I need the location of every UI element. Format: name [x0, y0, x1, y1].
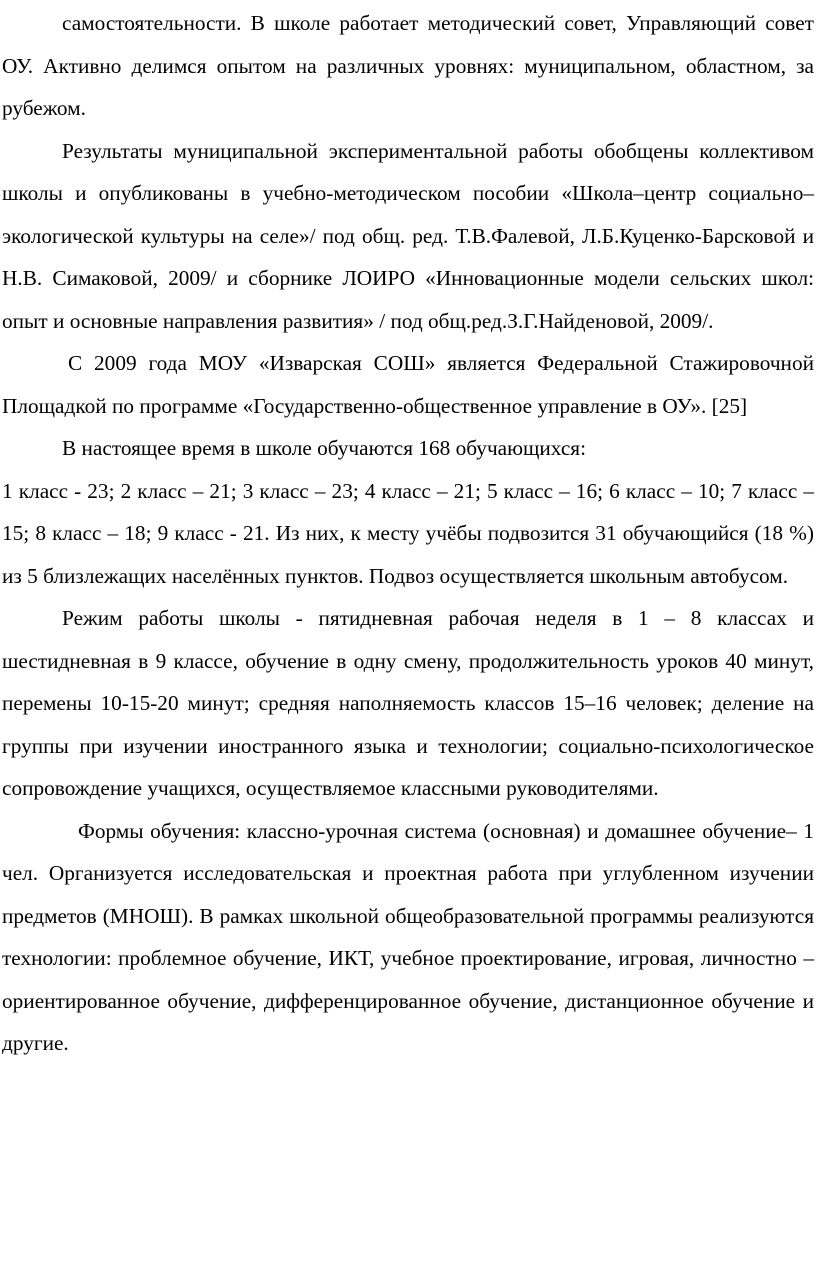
- paragraph-publications: [2, 130, 814, 343]
- paragraph-4-text: В настоящее время в школе обучаются 168 обучающихся:: [62, 436, 587, 460]
- paragraph-1-text: самостоятельности. В школе работает методический совет, Управляющий совет ОУ. Активно делимся опытом на различных уровнях: муниципальном, областном, за рубежом.: [2, 11, 814, 120]
- paragraph-learning-forms: [2, 810, 814, 1065]
- paragraph-6-text: Режим работы школы - пятидневная рабочая неделя в 1 – 8 классах и шестидневная в 9 классе, обучение в одну смену, продолжительность уроков 40 минут, перемены 10-15-20 минут; средняя наполняемость классов 15–16 человек; деление на группы при изучении иностранного языка и технологии; социально-психологическое сопровождение учащихся, осуществляемое классными руководителями.: [2, 606, 814, 800]
- paragraph-continuation: [2, 2, 814, 130]
- paragraph-3-text: С 2009 года МОУ «Изварская СОШ» является Федеральной Стажировочной Площадкой по программе «Государственно-общественное управление в ОУ». [25]: [2, 351, 814, 418]
- paragraph-2-text: Результаты муниципальной экспериментальной работы обобщены коллективом школы и опубликованы в учебно-методическом пособии «Школа–центр социально–экологической культуры на селе»/ под общ. ред. Т.В.Фалевой, Л.Б.Куценко-Барсковой и Н.В. Симаковой, 2009/ и сборнике ЛОИРО «Инновационные модели сельских школ: опыт и основные направления развития» / под общ.ред.З.Г.Найденовой, 2009/.: [2, 138, 814, 333]
- paragraph-federal-platform: [2, 342, 814, 427]
- paragraph-student-count: [2, 427, 814, 470]
- paragraph-5-text: 1 класс - 23; 2 класс – 21; 3 класс – 23; 4 класс – 21; 5 класс – 16; 6 класс – 10; 7 класс – 15; 8 класс – 18; 9 класс - 21. Из них, к месту учёбы подвозится 31 обучающийся (18 %) из 5 близлежащих населённых пунктов. Подвоз осуществляется школьным автобусом.: [2, 478, 814, 588]
- paragraph-school-schedule: [2, 597, 814, 810]
- paragraph-class-breakdown: [2, 470, 814, 598]
- paragraph-7-text: Формы обучения: классно-урочная система (основная) и домашнее обучение– 1 чел. Организуется исследовательская и проектная работа при углубленном изучении предметов (МНОШ). В рамках школьной общеобразовательной программы реализуются технологии: проблемное обучение, ИКТ, учебное проектирование, игровая, личностно – ориентированное обучение, дифференцированное обучение, дистанционное обучение и другие.: [2, 818, 814, 1055]
